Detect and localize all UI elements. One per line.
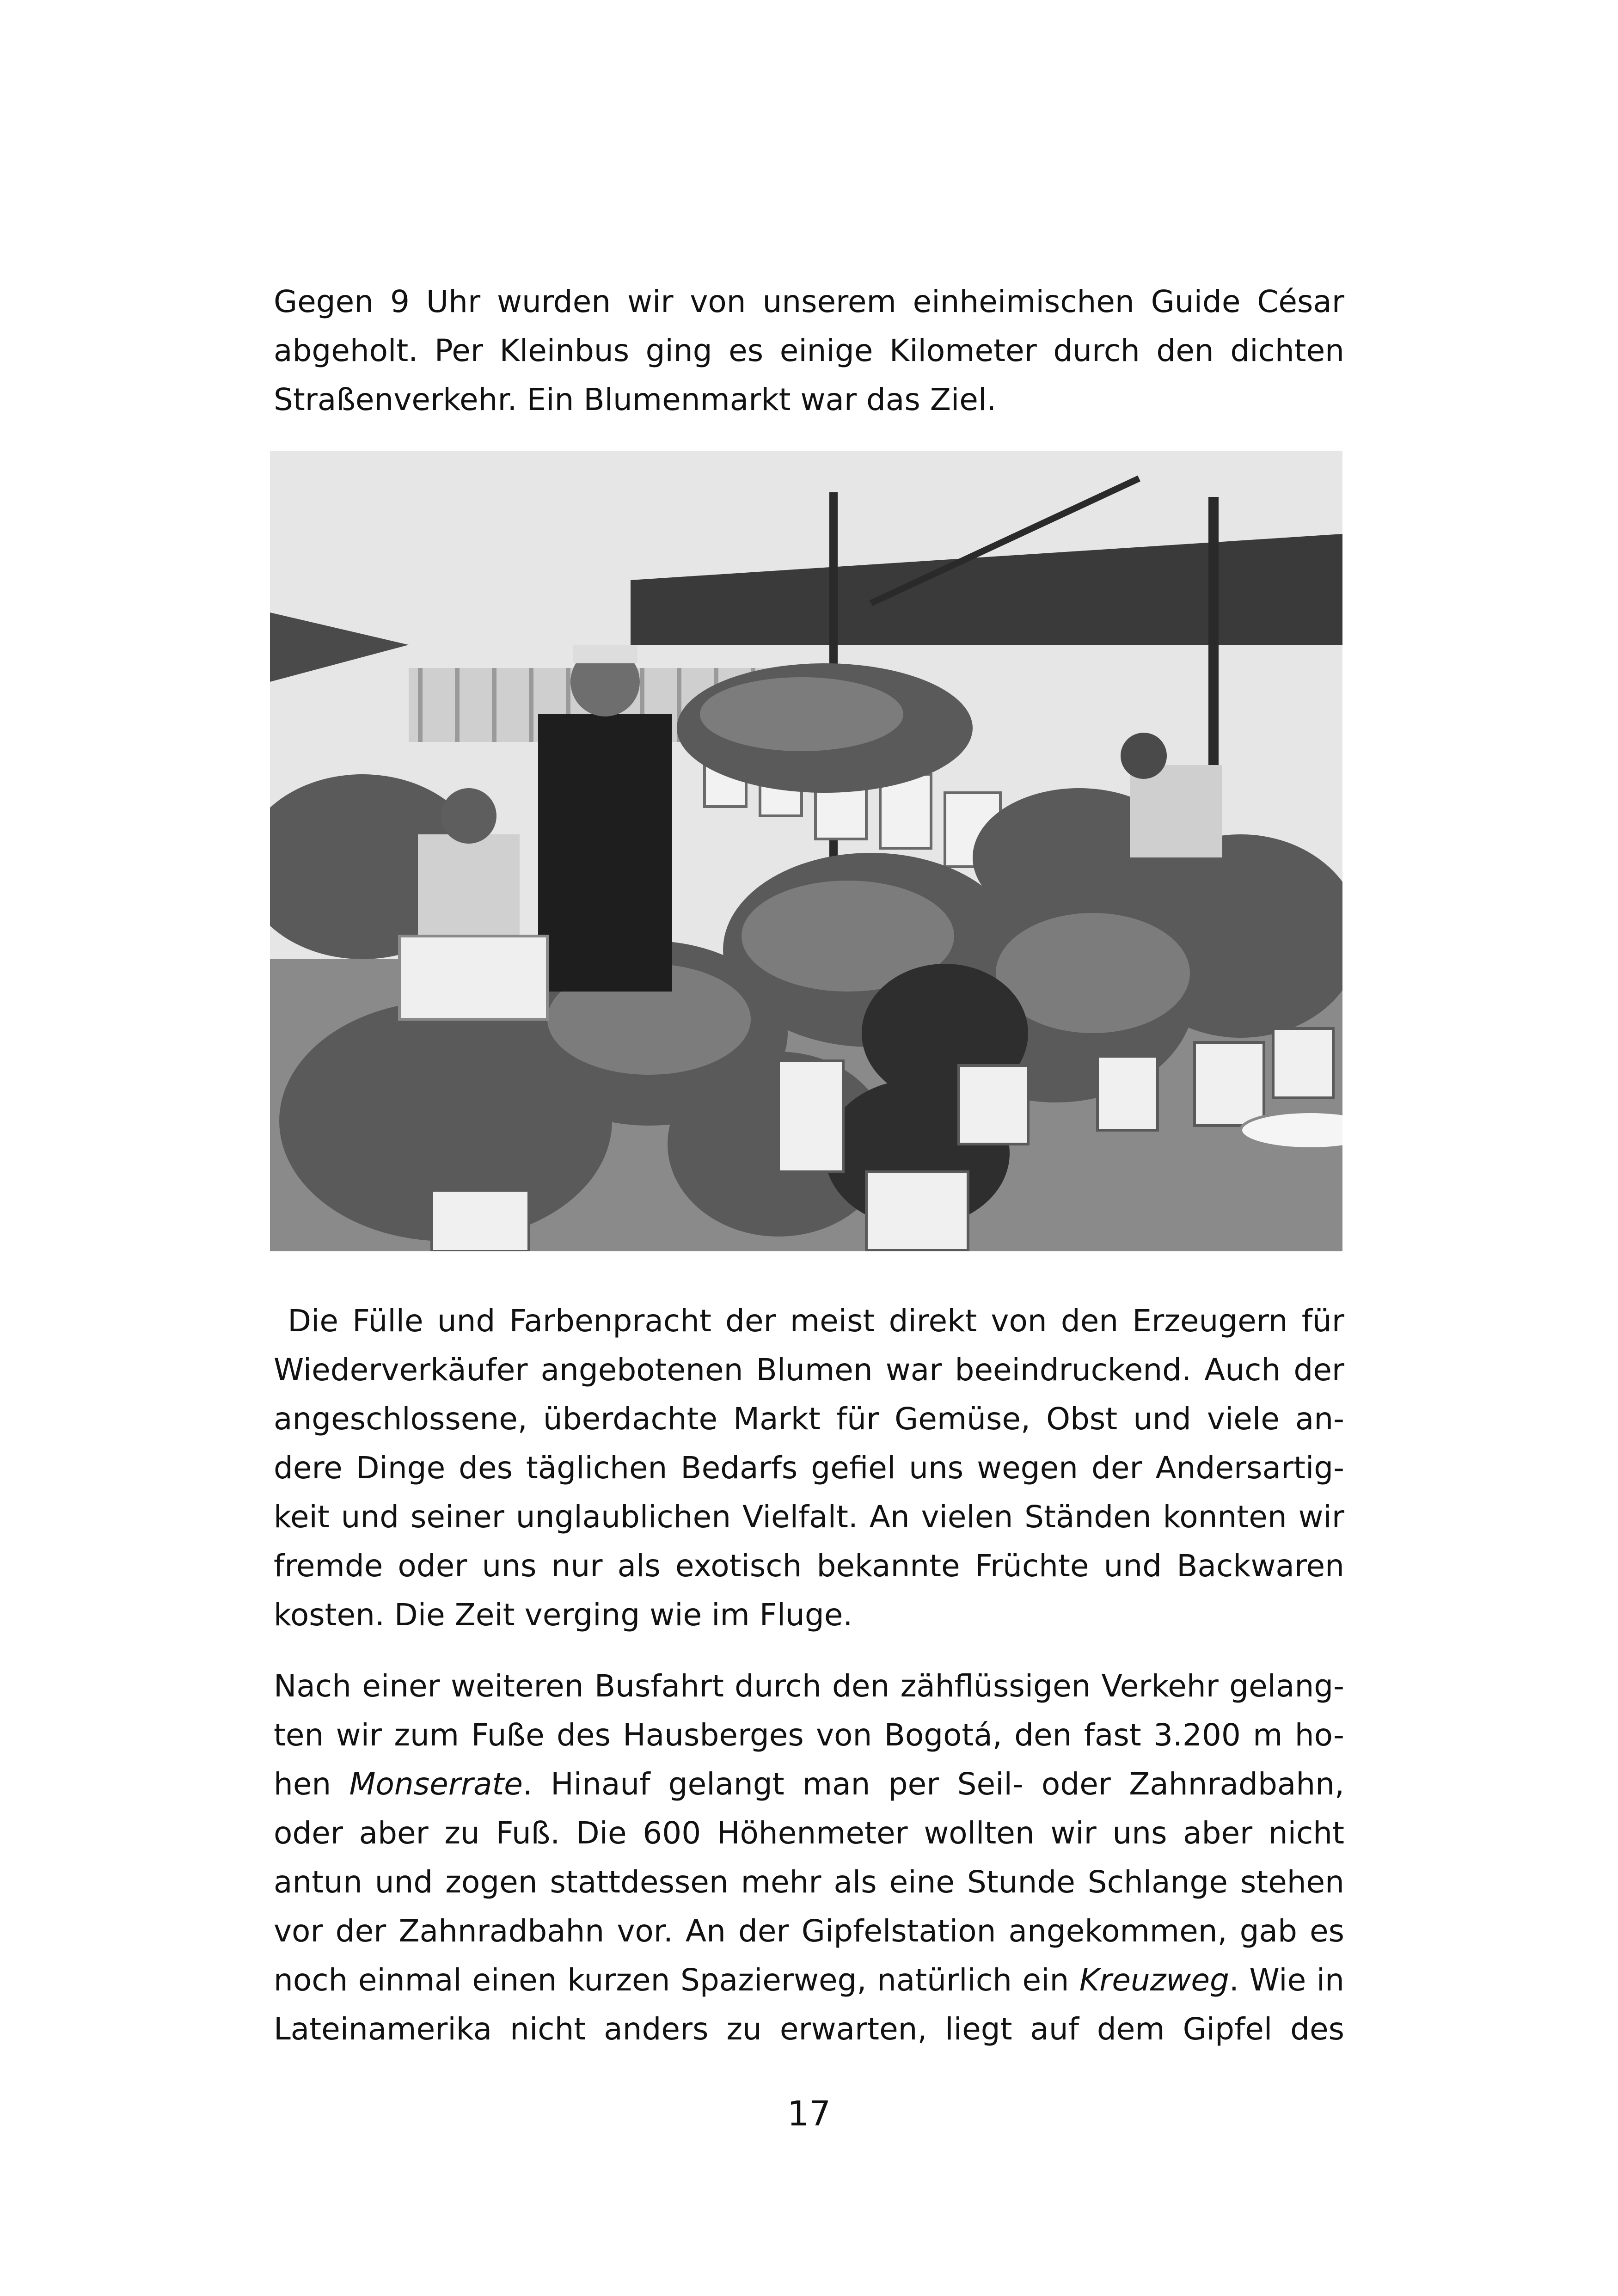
kreuzweg-italic: Kreuzweg xyxy=(1079,1962,1229,1998)
page-number: 17 xyxy=(787,2094,831,2134)
paragraph-3-text: noch einmal einen kurzen Spazierweg, natürlich ein xyxy=(274,1962,1079,1998)
paragraph-3-text: hen xyxy=(274,1766,349,1802)
paragraph-3-text: . Hinauf gelangt man per Seil- oder Zahnradbahn, xyxy=(522,1766,1344,1802)
paragraph-1-line: abgeholt. Per Kleinbus ging es einige Kilometer durch den dichten xyxy=(274,333,1344,368)
paragraph-1 xyxy=(274,277,1344,424)
paragraph-2-line: Die Fülle und Farbenpracht der meist direkt von den Erzeugern für xyxy=(274,1303,1344,1339)
paragraph-3-text: . Wie in xyxy=(1229,1962,1344,1998)
flower-market-photo xyxy=(270,451,1342,1251)
paragraph-2-line: angeschlossene, überdachte Markt für Gemüse, Obst und viele an- xyxy=(274,1401,1344,1437)
paragraph-3-line: oder aber zu Fuß. Die 600 Höhenmeter wollten wir uns aber nicht xyxy=(274,1815,1344,1851)
paragraph-3 xyxy=(274,1662,1344,2054)
paragraph-2-line: fremde oder uns nur als exotisch bekannte Früchte und Backwaren xyxy=(274,1548,1344,1584)
paragraph-3-line: ten wir zum Fuße des Hausberges von Bogotá, den fast 3.200 m ho- xyxy=(274,1717,1344,1753)
paragraph-3-line: antun und zogen stattdessen mehr als eine Stunde Schlange stehen xyxy=(274,1864,1344,1900)
paragraph-2-line: keit und seiner unglaublichen Vielfalt. An vielen Ständen konnten wir xyxy=(274,1499,1344,1535)
paragraph-1-line: Gegen 9 Uhr wurden wir von unserem einheimischen Guide César xyxy=(274,284,1344,319)
flower-market-photo-icon xyxy=(270,451,1342,1251)
paragraph-3-line xyxy=(274,1760,1344,1809)
paragraph-3-line: Nach einer weiteren Busfahrt durch den zähflüssigen Verkehr gelang- xyxy=(274,1668,1344,1704)
paragraph-2 xyxy=(274,1297,1344,1640)
paragraph-3-line: Lateinamerika nicht anders zu erwarten, liegt auf dem Gipfel des xyxy=(274,2011,1344,2047)
paragraph-1-line: Straßenverkehr. Ein Blumenmarkt war das Ziel. xyxy=(274,382,997,417)
monserrate-italic: Monserrate xyxy=(349,1766,523,1802)
paragraph-2-line: dere Dinge des täglichen Bedarfs gefiel uns wegen der Andersartig- xyxy=(274,1450,1344,1486)
paragraph-2-line: Wiederverkäufer angebotenen Blumen war beeindruckend. Auch der xyxy=(274,1352,1344,1388)
paragraph-3-line: vor der Zahnradbahn vor. An der Gipfelstation angekommen, gab es xyxy=(274,1913,1344,1949)
paragraph-3-line xyxy=(274,1956,1344,2005)
paragraph-2-line: kosten. Die Zeit verging wie im Fluge. xyxy=(274,1597,853,1633)
